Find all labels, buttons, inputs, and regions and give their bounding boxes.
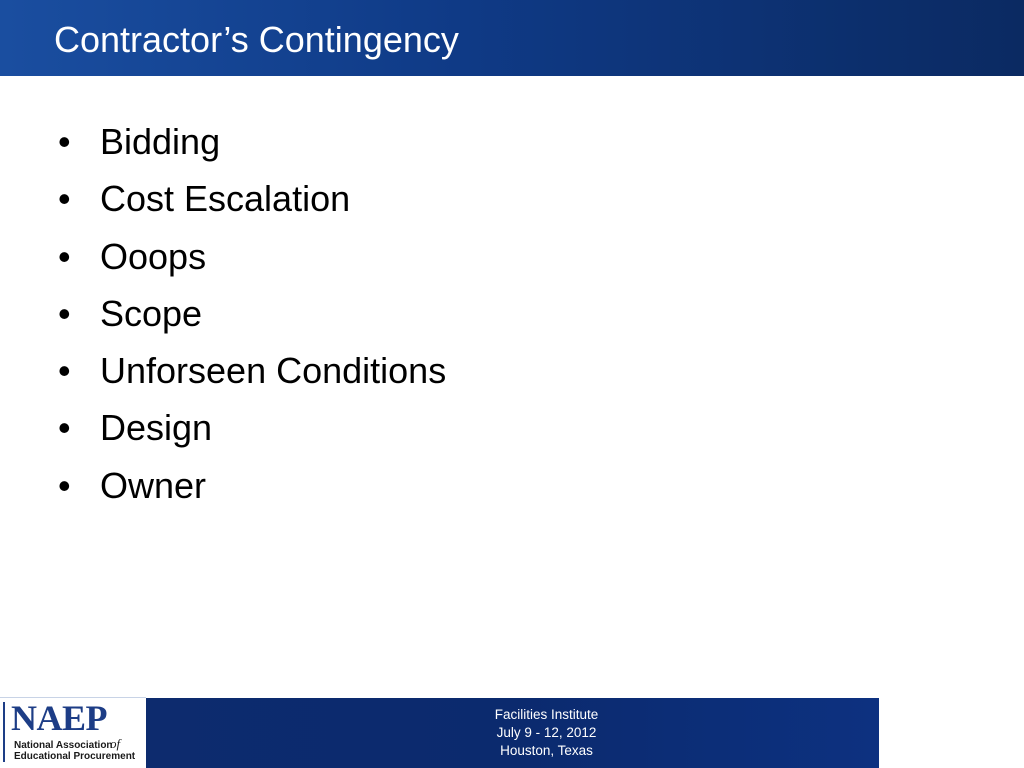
- logo-rule: [3, 702, 5, 762]
- title-bar: [0, 0, 1024, 76]
- footer-event-dates: July 9 - 12, 2012: [496, 725, 597, 740]
- bullet-icon: •: [58, 178, 71, 220]
- bullet-icon: •: [58, 292, 71, 334]
- bullet-icon: •: [58, 464, 71, 506]
- logo-name-line2: Educational Procurement: [14, 751, 136, 762]
- footer-event-location: Houston, Texas: [500, 743, 593, 758]
- bullet-icon: •: [58, 121, 71, 162]
- slide-title: Contractor’s Contingency: [54, 19, 459, 60]
- bullet-label: Design: [100, 407, 213, 449]
- bullet-label: Unforseen Conditions: [100, 350, 447, 392]
- logo-of: of: [110, 736, 121, 751]
- bullet-icon: •: [58, 407, 71, 449]
- bullet-label: Owner: [100, 464, 207, 506]
- naep-logo: [0, 697, 146, 768]
- bullet-label: Ooops: [100, 235, 207, 277]
- logo-name-line1: National Association: [14, 740, 113, 751]
- bullet-icon: •: [58, 235, 71, 277]
- bullet-icon: •: [58, 350, 71, 392]
- footer-event-name: Facilities Institute: [494, 707, 599, 722]
- bullet-label: Cost Escalation: [100, 178, 351, 220]
- logo-acronym: NAEP: [11, 698, 107, 738]
- bullet-label: Scope: [100, 292, 203, 334]
- bullet-label: Bidding: [100, 121, 221, 162]
